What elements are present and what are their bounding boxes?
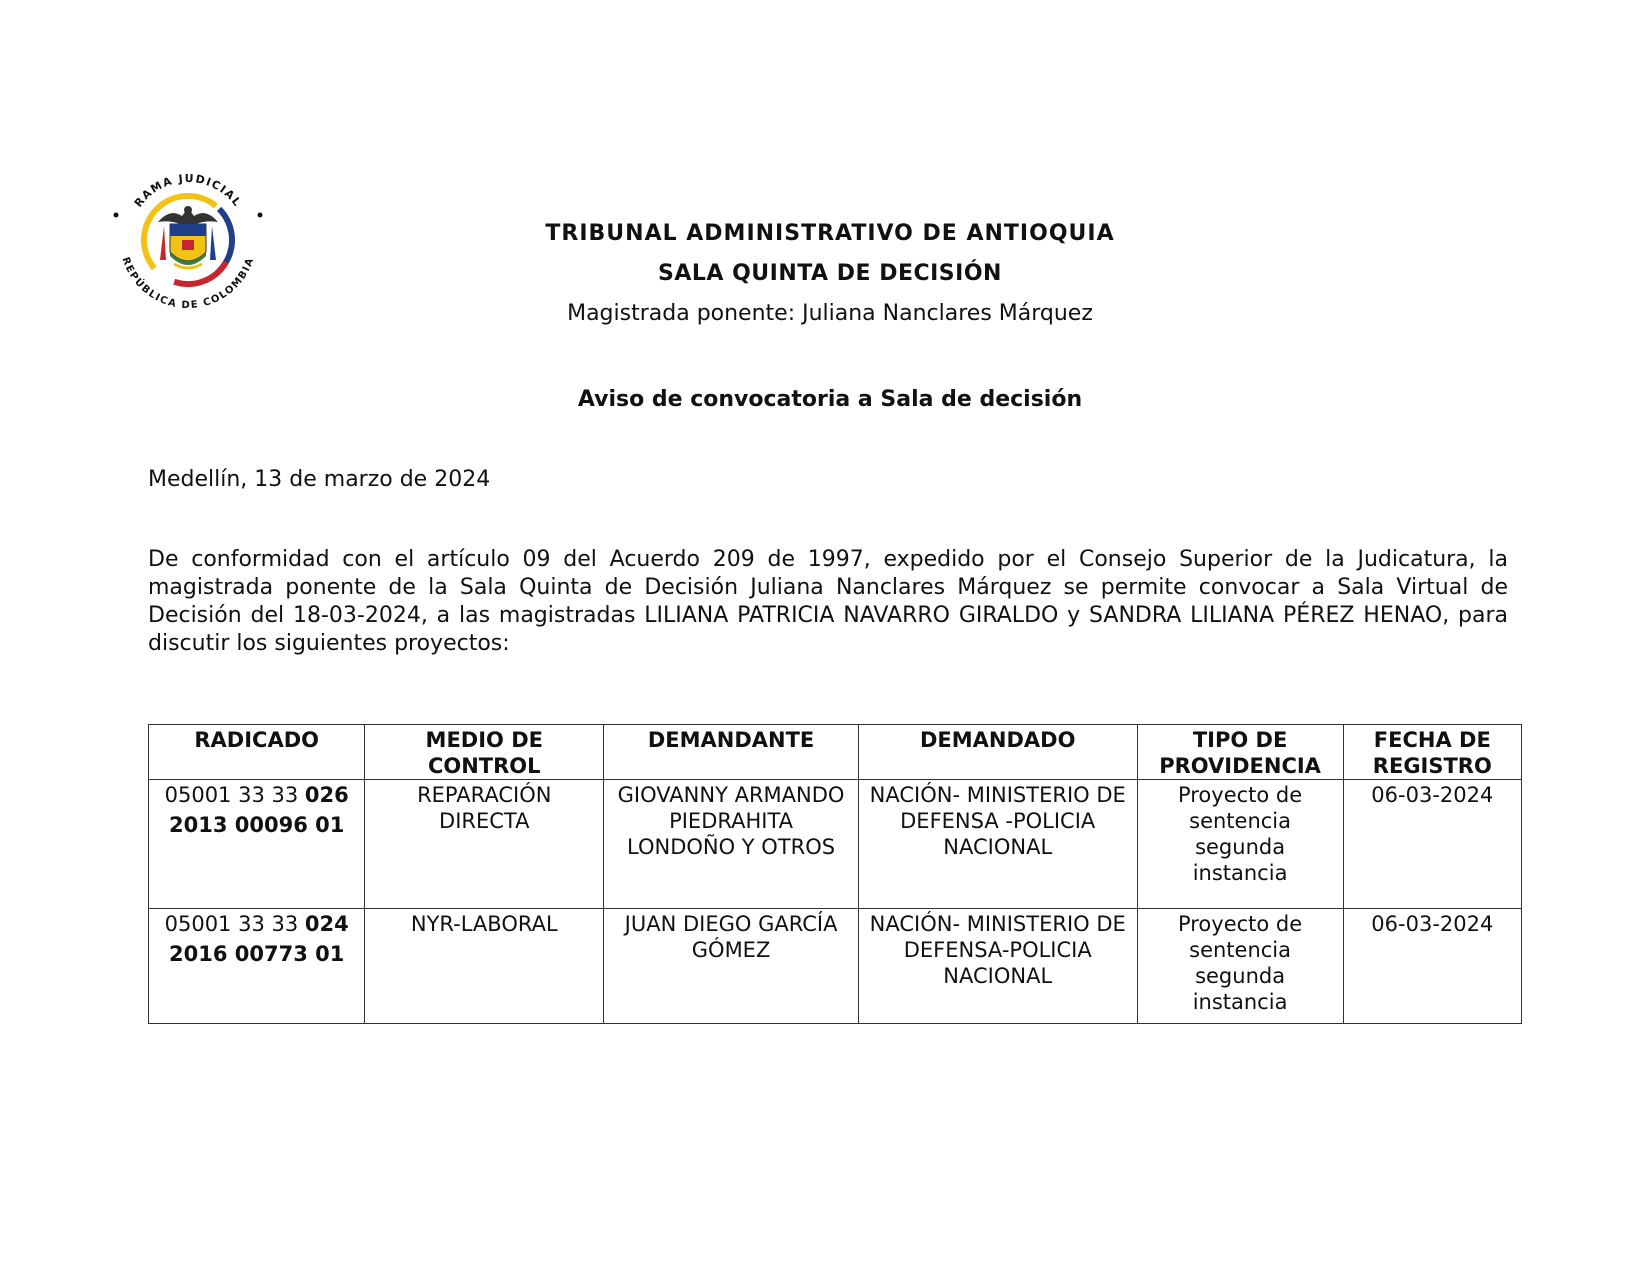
rama-judicial-seal-logo: [108, 160, 268, 320]
radicado-court-code: 024: [304, 912, 349, 936]
radicado-number: 2016 00773 01: [169, 942, 345, 966]
logo-dot-left: [114, 213, 119, 218]
cell-demandante: GIOVANNY ARMANDO PIEDRAHITA LONDOÑO Y OTROS: [604, 780, 859, 909]
projects-table: [148, 724, 1522, 1024]
cell-tipo-de-providencia: Proyecto de sentencia segunda instancia: [1137, 909, 1343, 1024]
table-row: [149, 780, 1522, 909]
header-demandante: DEMANDANTE: [604, 725, 859, 780]
table-row: [149, 909, 1522, 1024]
chamber-name: SALA QUINTA DE DECISIÓN: [658, 261, 1002, 286]
convocation-paragraph: De conformidad con el artículo 09 del Acuerdo 209 de 1997, expedido por el Consejo Superior de la Judicatura, la magistrada ponente de la Sala Quinta de Decisión Juliana Nanclares Márquez se permite convocar a Sala Virtual de Decisión del 18-03-2024, a las magistradas LILIANA PATRICIA NAVARRO GIRALDO y SANDRA LILIANA PÉREZ HENAO, para discutir los siguientes proyectos:: [148, 547, 1508, 656]
header-demandado: DEMANDADO: [858, 725, 1137, 780]
cell-demandante: JUAN DIEGO GARCÍA GÓMEZ: [604, 909, 859, 1024]
radicado-court-code: 026: [304, 783, 349, 807]
header-tipo-de-providencia: TIPO DE PROVIDENCIA: [1137, 725, 1343, 780]
cell-fecha-de-registro: 06-03-2024: [1343, 780, 1521, 909]
coat-of-arms-icon: [158, 206, 218, 268]
cell-tipo-de-providencia: Proyecto de sentencia segunda instancia: [1137, 780, 1343, 909]
document-header: [420, 220, 1240, 328]
logo-text-top: RAMA JUDICIAL: [131, 171, 245, 210]
table-header-row: [149, 725, 1522, 780]
radicado-number: 2013 00096 01: [169, 813, 345, 837]
header-fecha-de-registro: FECHA DE REGISTRO: [1343, 725, 1521, 780]
cell-radicado: [149, 909, 365, 1024]
place-and-date: Medellín, 13 de marzo de 2024: [148, 467, 491, 492]
cell-medio-de-control: NYR-LABORAL: [365, 909, 604, 1024]
cell-fecha-de-registro: 06-03-2024: [1343, 909, 1521, 1024]
radicado-prefix: 05001 33 33: [164, 783, 299, 807]
court-name: TRIBUNAL ADMINISTRATIVO DE ANTIOQUIA: [545, 221, 1115, 246]
header-radicado: RADICADO: [149, 725, 365, 780]
notice-title: Aviso de convocatoria a Sala de decisión: [577, 387, 1083, 412]
header-medio-de-control: MEDIO DE CONTROL: [365, 725, 604, 780]
cell-medio-de-control: REPARACIÓN DIRECTA: [365, 780, 604, 909]
logo-dot-right: [258, 213, 263, 218]
cell-demandado: NACIÓN- MINISTERIO DE DEFENSA-POLICIA NACIONAL: [858, 909, 1137, 1024]
logo-text-bottom: REPÚBLICA DE COLOMBIA: [119, 255, 257, 312]
cell-demandado: NACIÓN- MINISTERIO DE DEFENSA -POLICIA NACIONAL: [858, 780, 1137, 909]
cell-radicado: [149, 780, 365, 909]
radicado-prefix: 05001 33 33: [164, 912, 299, 936]
reporting-magistrate: Magistrada ponente: Juliana Nanclares Márquez: [567, 301, 1093, 326]
